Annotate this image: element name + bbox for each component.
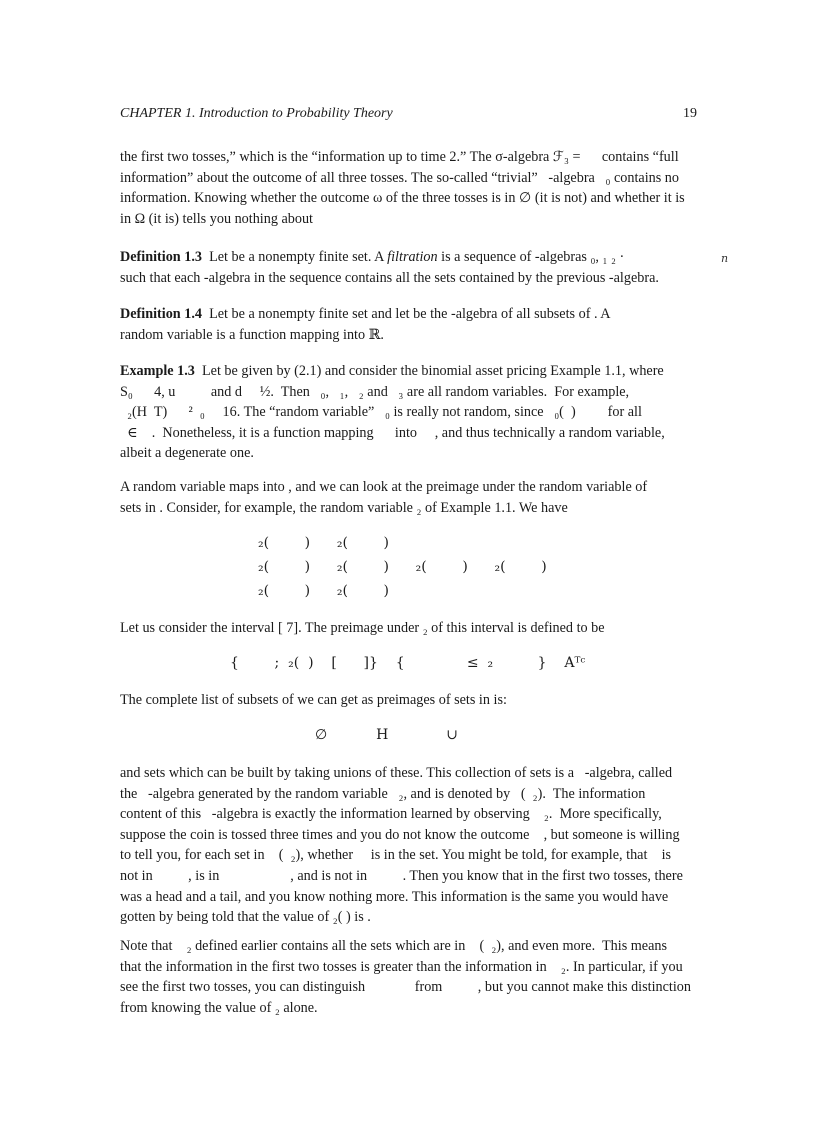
text-line — [120, 957, 697, 978]
text-line — [120, 690, 697, 711]
running-header — [120, 106, 697, 122]
page-number: 19 — [683, 106, 697, 121]
definition-label: Definition 1.3 — [120, 249, 202, 265]
paragraph-4 — [120, 690, 697, 711]
running-head-title: CHAPTER 1. Introduction to Probability Theory — [120, 106, 393, 121]
text-line-content: The complete list of subsets of we can get as preimages of sets in is: — [120, 692, 507, 708]
text-line — [120, 977, 697, 998]
text-line — [120, 382, 697, 403]
text-line-content: ∈ . Nonetheless, it is a function mapping into , and thus technically a random variable, — [120, 424, 665, 441]
text-line-content: the -algebra generated by the random variable ₂, and is denoted by ( ₂). The information — [120, 785, 646, 802]
equation-line: ₂( ) ₂( ) ₂( ) ₂( ) — [258, 559, 547, 575]
text-line — [120, 618, 697, 639]
text-line — [120, 268, 697, 289]
text-fragment: Let be given by (2.1) and consider the binomial asset pricing Example 1.1, where — [201, 363, 664, 379]
text-line-content: such that each -algebra in the sequence contains all the sets contained by the previous -algebra. — [120, 269, 659, 286]
text-line-content: sets in . Consider, for example, the random variable ₂ of Example 1.1. We have — [120, 499, 568, 516]
definition-1-4 — [120, 304, 697, 345]
equation-line: ₂( ) ₂( ) — [258, 535, 389, 551]
text-line-content: Let us consider the interval [ 7]. The preimage under ₂ of this interval is defined to be — [120, 620, 605, 636]
equation-line: ₂( ) ₂( ) — [258, 583, 389, 599]
text-line-content: albeit a degenerate one. — [120, 445, 254, 462]
example-1-3 — [120, 361, 697, 464]
text-fragment: Let be a nonempty finite set. A — [209, 249, 388, 265]
text-line-content: in Ω (it is) tells you nothing about — [120, 210, 313, 227]
text-line — [120, 423, 697, 444]
text-line-content: and sets which can be built by taking unions of these. This collection of sets is a -algebra, called — [120, 765, 673, 781]
text-line-content: ₂(H T) ² ₀ 16. The “random variable” ₀ is really not random, since ₀( ) for all — [120, 404, 642, 421]
text-line — [120, 443, 697, 464]
text-line-content: from knowing the value of ₂ alone. — [120, 999, 318, 1016]
text-line-content: random variable is a function mapping into ℝ. — [120, 326, 384, 343]
text-line-content: information. Knowing whether the outcome ω of the three tosses is in ∅ (it is not) and whether it is — [120, 190, 685, 207]
text-line — [120, 887, 697, 908]
text-line — [120, 147, 697, 168]
text-line — [120, 477, 697, 498]
text-line-content: Note that ₂ defined earlier contains all the sets which are in ( ₂), and even more. This means — [120, 938, 668, 954]
paragraph-1 — [120, 147, 697, 229]
text-line — [120, 304, 697, 325]
text-line — [120, 866, 697, 887]
equation-subset-list: ∅ H ∪ — [315, 727, 458, 743]
text-line — [120, 998, 697, 1019]
paragraph-5 — [120, 763, 697, 928]
text-line — [120, 936, 697, 957]
text-line — [120, 498, 697, 519]
text-line — [120, 845, 697, 866]
text-line — [120, 402, 697, 423]
paragraph-2 — [120, 477, 697, 518]
text-line — [120, 763, 697, 784]
definition-label: Definition 1.4 — [120, 306, 202, 322]
text-line-content: gotten by being told that the value of ₂( ) is . — [120, 909, 371, 926]
text-line-content: that the information in the first two tosses is greater than the information in ₂. In particular, if you — [120, 958, 683, 975]
text-line — [120, 804, 697, 825]
subscript-n: n — [721, 252, 729, 265]
text-line — [120, 188, 697, 209]
text-line-content: suppose the coin is tossed three times and you do not know the outcome , but someone is willing — [120, 826, 680, 843]
text-line-content: A random variable maps into , and we can look at the preimage under the random variable of — [120, 479, 648, 495]
text-line-content: not in , is in , and is not in . Then you know that in the first two tosses, there — [120, 867, 683, 884]
text-line — [120, 907, 697, 928]
paragraph-3 — [120, 618, 697, 639]
text-line — [120, 168, 697, 189]
text-line-content: to tell you, for each set in ( ₂), whether is in the set. You might be told, for example, that is — [120, 847, 672, 864]
text-fragment: Let be a nonempty finite set and let be the -algebra of all subsets of . A — [209, 306, 611, 322]
text-line — [120, 209, 697, 230]
text-line — [120, 361, 697, 382]
text-line — [120, 247, 697, 268]
text-line-content: content of this -algebra is exactly the information learned by observing ₂. More specifically, — [120, 806, 662, 823]
text-line-content: information” about the outcome of all three tosses. The so-called “trivial” -algebra ₀ contains no — [120, 169, 679, 186]
text-line — [120, 784, 697, 805]
term-filtration: filtration — [387, 249, 438, 265]
equation-preimage: { ; ₂( ) [ ]} { ≤ ₂ } Aᵀᶜ — [230, 655, 586, 671]
example-label: Example 1.3 — [120, 363, 195, 379]
text-line-content: was a head and a tail, and you know nothing more. This information is the same you would have — [120, 888, 669, 905]
text-line-content: see the first two tosses, you can distinguish from , but you cannot make this distinction — [120, 979, 691, 996]
definition-1-3 — [120, 247, 697, 288]
text-line-content: the first two tosses,” which is the “information up to time 2.” The σ-algebra ℱ₃ = contains “full — [120, 149, 679, 165]
text-line — [120, 325, 697, 346]
text-line — [120, 825, 697, 846]
text-line-content: S₀ 4, u and d ½. Then ₀, ₁, ₂ and ₃ are all random variables. For example, — [120, 383, 630, 400]
text-fragment: is a sequence of -algebras ₀, ₁ ₂ · — [437, 249, 625, 265]
paragraph-6 — [120, 936, 697, 1018]
